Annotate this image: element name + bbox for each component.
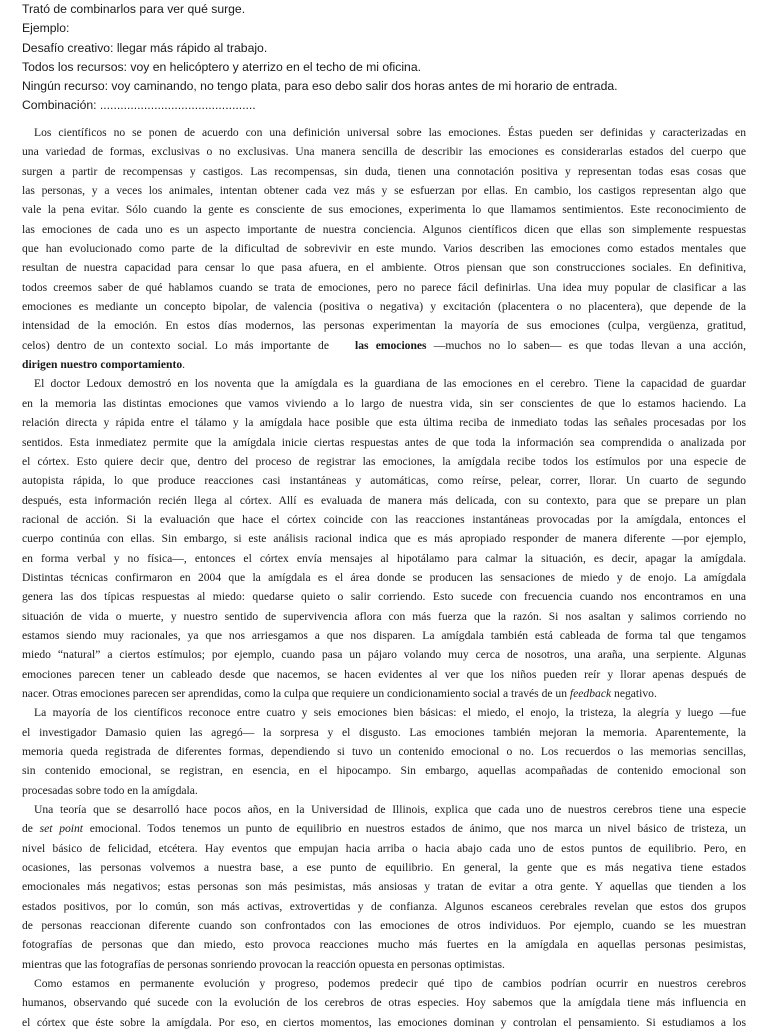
body-line: las personas, y a veces los animales, intentan obtener cada vez más y se esfuerzan por ellas. En cambio, los castigos representan algo que bbox=[22, 184, 746, 198]
body-line: fotografías de personas que dan miedo, esto provoca reacciones mucho más fuertes en la amígdala en aquellas personas pesimistas, bbox=[22, 938, 746, 952]
body-line: Distintas técnicas confirmaron en 2004 que la amígdala es el área donde se producen las sensaciones de miedo y de enojo. La amígdala bbox=[22, 570, 746, 584]
body-line-text: emocional. Todos tenemos un punto de equilibrio en nuestros estados de ánimo, que nos marca un nivel básico de tristeza, un bbox=[89, 822, 747, 836]
body-line: humanos, observando qué sucede con la evolución de los cerebros de otras especies. Hoy sabemos que la amígdala tiene más influencia en bbox=[22, 996, 746, 1010]
body-line: el córtex que éste sobre la amígdala. Por eso, en ciertos momentos, las emociones dominan y controlan el pensamiento. Si estudiamos a los bbox=[22, 1015, 746, 1029]
body-line-text: celos) dentro de un contexto social. Lo más importante de bbox=[22, 338, 329, 352]
bold-phrase: las emociones bbox=[355, 338, 427, 352]
body-line: estamos siendo muy racionales, ya que nos arriesgamos a que nos disparen. La amígdala también está cableada de forma tal que tengamos bbox=[22, 628, 746, 642]
body-line: resultan de nuestra capacidad para censar lo que pasa afuera, en el ambiente. Otros piensan que son construcciones sociales. En definitiva, bbox=[22, 261, 746, 275]
body-line bbox=[22, 684, 746, 703]
body-line: en forma verbal y no física—, entonces el córtex envía mensajes al hipotálamo para calmar la situación, es decir, apagar la amígdala. bbox=[22, 551, 746, 565]
body-line: estados positivos, por lo común, son más activas, extrovertidas y de confianza. Algunos escaneos cerebrales revelan que estos dos grupos bbox=[22, 899, 746, 913]
body-line bbox=[22, 355, 746, 374]
body-line-text: de bbox=[22, 822, 33, 836]
body-line: cuerpo continúa con ellas. Sin embargo, si este análisis racional indica que es más apropiado responder de manera diferente —por ejemplo, bbox=[22, 532, 746, 546]
body-line: el investigador Damasio quien las agregó— la sorpresa y el disgusto. Las emociones también mejoran la memoria. Aparentemente, la bbox=[22, 725, 746, 739]
body-line: mientras que las fotografías de personas sonriendo provocan la reacción opuesta en personas optimistas. bbox=[22, 957, 505, 971]
body-line: emociones parecen tener un cableado desde que nacemos, se hacen evidentes al ver que los niños pueden reír y llorar apenas después de bbox=[22, 667, 746, 681]
body-line bbox=[22, 800, 746, 819]
italic-term: feedback bbox=[569, 686, 612, 700]
body-line: vale la pena evitar. Sólo cuando la gente es consciente de sus emociones, experimenta lo que llamamos sentimientos. Este reconocimiento de bbox=[22, 203, 746, 217]
body-line: el córtex. Esto quiere decir que, dentro del proceso de registrar las emociones, la amígdala recibe todos los estímulos por una especie de bbox=[22, 454, 746, 468]
body-line-text: —muchos no lo saben— es que todas llevan a una acción, bbox=[433, 338, 746, 352]
intro-line: Desafío creativo: llegar más rápido al trabajo. bbox=[22, 40, 268, 55]
body-line bbox=[22, 374, 746, 393]
italic-term: set point bbox=[39, 822, 84, 836]
body-line-text: La mayoría de los científicos reconoce entre cuatro y seis emociones bien básicas: el miedo, el enojo, la tristeza, la alegría y luego —fue bbox=[34, 706, 746, 720]
intro-line: Ningún recurso: voy caminando, no tengo plata, para eso debo salir dos horas antes de mi horario de entrada. bbox=[22, 79, 618, 94]
body-line: de personas reaccionan diferente cuando son confrontados con las emociones de otros individuos. Por ejemplo, cuando se les muestran bbox=[22, 919, 746, 933]
body-line bbox=[22, 703, 746, 722]
body-line-text: . bbox=[182, 358, 186, 372]
body-line: sin contenido emocional, se registran, en esencia, en el hipocampo. Sin embargo, aquellas acompañadas de contenido emocional son bbox=[22, 764, 746, 778]
body-line: racional de acción. Si la evaluación que hace el córtex coincide con las reacciones instantáneas provocadas por la amígdala, entonces el bbox=[22, 512, 746, 526]
body-line: relación directa y rápida entre el tálamo y la amígdala hace posible que esta última reciba de inmediato todas las señales procesadas por los bbox=[22, 416, 746, 430]
body-line-text: nacer. Otras emociones parecen ser aprendidas, como la culpa que requiere un condicionamiento social a través de un bbox=[22, 686, 568, 700]
body-line bbox=[22, 123, 746, 142]
body-line: una variedad de formas, exclusivas o no exclusivas. Una manera sencilla de describir las emociones es considerarlas estados del cuerpo que bbox=[22, 145, 746, 159]
body-line-text: Una teoría que se desarrolló hace pocos años, en la Universidad de Illinois, explica que cada uno de nuestros cerebros tiene una especie bbox=[34, 803, 746, 817]
intro-line: Todos los recursos: voy en helicóptero y aterrizo en el techo de mi oficina. bbox=[22, 59, 422, 74]
body-line: en la memoria las distintas emociones que vamos viviendo a lo largo de nuestra vida, sin ser conscientes de que lo estamos haciendo. La bbox=[22, 396, 746, 410]
intro-line: Trató de combinarlos para ver qué surge. bbox=[22, 2, 246, 16]
body-line: autopista rápida, lo que produce reacciones casi instantáneas y automáticas, como reírse, pelear, correr, llorar. Un cuarto de segundo bbox=[22, 474, 746, 488]
body-line: nivel básico de felicidad, etcétera. Hay eventos que empujan hacia arriba o hacia abajo cada uno de estos puntos de equilibrio. Pero, en bbox=[22, 841, 746, 855]
body-line: sentidos. Esta inmediatez permite que la amígdala inicie ciertas respuestas antes de que toda la información sea comprendida o analizada por bbox=[22, 435, 746, 449]
intro-line: Ejemplo: bbox=[22, 21, 70, 36]
body-line bbox=[22, 819, 746, 838]
body-line: las emociones de cada uno es un aspecto importante de nuestra conciencia. Algunos científicos dicen que ellas son simplemente respuestas bbox=[22, 222, 746, 236]
body-line-text: Como estamos en permanente evolución y progreso, podemos predecir qué tipo de cambios podrían ocurrir en nuestros cerebros bbox=[34, 977, 746, 991]
intro-line: Combinación: .............................................. bbox=[22, 98, 256, 113]
body-line: miedo “natural” a ciertos estímulos; por ejemplo, cuando pasa un pájaro volando muy cerca de nosotros, una araña, una serpiente. Algunas bbox=[22, 648, 746, 662]
body-line: intensidad de la emoción. En estos días modernos, las personas experimentan la mayoría de sus emociones (culpa, vergüenza, gratitud, bbox=[22, 319, 746, 333]
body-line: todos creemos saber de qué hablamos cuando se trata de emociones, pero no parece fácil definirlas. Una idea muy popular de clasificar a las bbox=[22, 280, 746, 294]
intro-block bbox=[22, 0, 752, 116]
body-line bbox=[22, 974, 746, 993]
body-line: memoria queda registrada de diferentes formas, dependiendo si tuvo un contenido emocional o no. Los recuerdos o las memorias sencillas, bbox=[22, 745, 746, 758]
body-line-text: Los científicos no se ponen de acuerdo con una definición universal sobre las emociones. Éstas pueden ser definidas y caracterizadas en bbox=[34, 126, 746, 139]
bold-phrase: dirigen nuestro comportamiento bbox=[22, 358, 183, 372]
body-line-text: negativo. bbox=[614, 686, 657, 700]
body-line: surgen a partir de recompensas y castigos. Las recompensas, sin duda, tienen una connotación positiva y representan todas esas cosas que bbox=[22, 164, 746, 178]
body-line: ocasiones, las personas volvemos a nuestra base, a ese punto de equilibrio. En general, la gente que es más negativa tiene estados bbox=[22, 861, 746, 875]
body-line: emocionales más negativos; estas personas son más pesimistas, más ansiosas y tratan de evitar a otra gente. Y aquellas que tienden a los bbox=[22, 880, 746, 894]
body-line-text: El doctor Ledoux demostró en los noventa que la amígdala es la guardiana de las emociones en el cerebro. Tiene la capacidad de guardar bbox=[34, 377, 746, 391]
body-line: genera las dos típicas respuestas al miedo: quedarse quieto o salir corriendo. Esto sucede con frecuencia cuando nos encontramos en una bbox=[22, 590, 746, 604]
body-line: emociones es mediante un concepto bipolar, de valencia (positiva o negativa) y excitación (placentera o no placentera), que depende de la bbox=[22, 300, 746, 314]
body-line bbox=[22, 336, 746, 355]
body-text bbox=[22, 123, 746, 1032]
body-line: procesadas sobre todo en la amígdala. bbox=[22, 783, 198, 797]
body-line: que han evolucionado como parte de la dificultad de sobrevivir en este mundo. Varios describen las emociones como estados mentales que bbox=[22, 242, 746, 256]
body-line: situación de vida o muerte, y nuestro sentido de supervivencia aflora con más fuerza que la razón. Si nos asaltan y salimos corriendo no bbox=[22, 609, 746, 623]
body-line: después, esta información recién llega al córtex. Allí es evaluada de manera más delicada, con su contexto, para que se prepare un plan bbox=[22, 493, 746, 507]
